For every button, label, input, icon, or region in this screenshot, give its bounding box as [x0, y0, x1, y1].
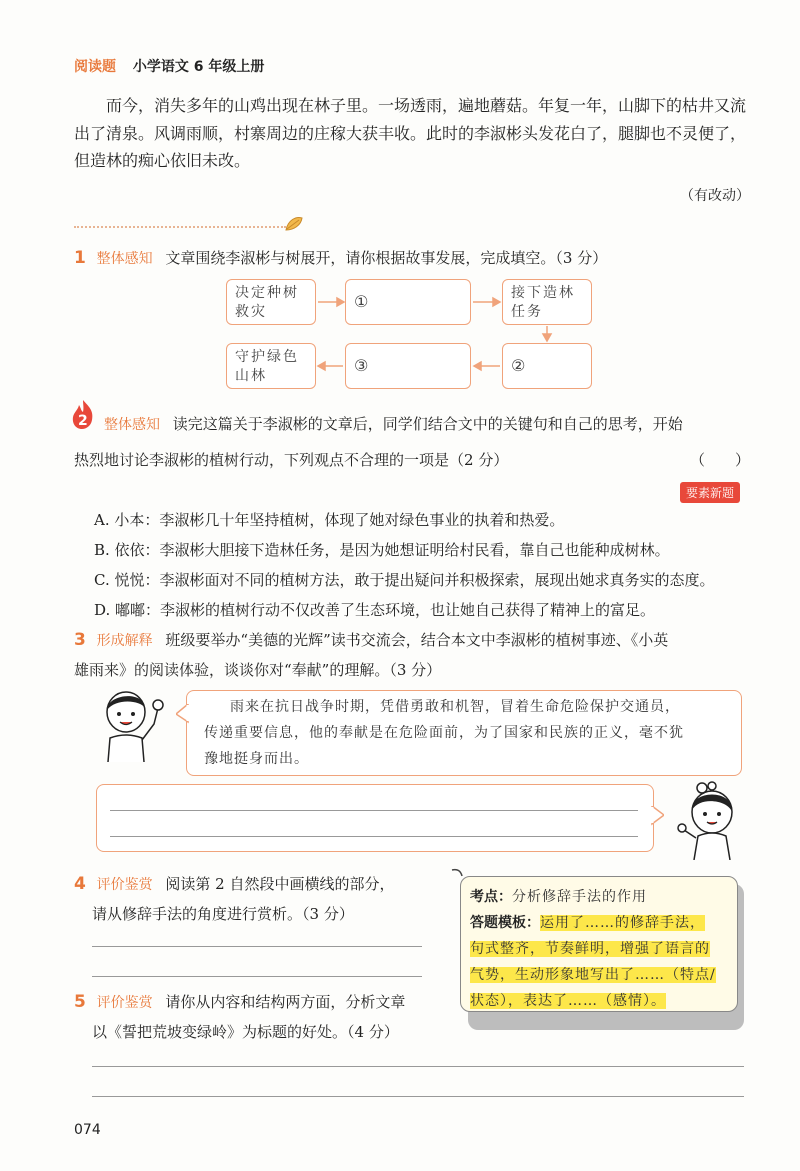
bubble-tail-right	[650, 806, 664, 826]
flow-box-task: 接下造林任务	[502, 279, 592, 325]
answer-line-3a[interactable]	[110, 810, 638, 811]
question-3: 3 形成解释 班级要举办“美德的光辉”读书交流会，结合本文中李淑彬的植树事迹、《小英	[74, 630, 669, 650]
flow-blank-1: ①	[345, 279, 471, 325]
passage-paragraph: 而今，消失多年的山鸡出现在林子里。一场透雨，遍地蘑菇。年复一年，山脚下的枯井又流出了清泉。风调雨顺，村寨周边的庄稼大获丰收。此时的李淑彬头发花白了，腿脚也不灵便了，	[74, 96, 747, 143]
question-4-text-line2: 请从修辞手法的角度进行赏析。（3 分）	[92, 905, 354, 923]
answer-line-4b[interactable]	[92, 976, 422, 977]
question-5-text-line1: 请你从内容和结构两方面，分析文章	[165, 993, 406, 1011]
girl-illustration	[672, 780, 748, 860]
question-2-text-line2: 热烈地讨论李淑彬的植树行动，下列观点不合理的一项是（2 分）	[74, 451, 509, 469]
tip-template-line4: 状态），表达了……（感情）。	[470, 993, 666, 1009]
bubble-line-1: 雨来在抗日战争时期，凭借勇敢和机智，冒着生命危险保护交通员，	[230, 699, 680, 715]
question-5-text-line2: 以《誓把荒坡变绿岭》为标题的好处。（4 分）	[92, 1023, 399, 1041]
question-2-tag: 整体感知	[104, 417, 160, 433]
answer-line-5b[interactable]	[92, 1096, 744, 1097]
question-3-tag: 形成解释	[96, 633, 153, 649]
tip-template-line3: 气势，生动形象地写出了……（特点/	[470, 967, 716, 983]
option-a: A. 小本：李淑彬几十年坚持植树，体现了她对绿色事业的执着和热爱。	[94, 511, 565, 529]
question-1-text: 文章围绕李淑彬与树展开，请你根据故事发展，完成填空。（3 分）	[165, 249, 608, 267]
answer-line-3b[interactable]	[110, 836, 638, 837]
bubble-line-3: 豫地挺身而出。	[204, 751, 309, 767]
new-item-badge: 要素新题	[680, 482, 740, 503]
flow-box-guard: 守护绿色山林	[226, 343, 316, 389]
answer-line-4a[interactable]	[92, 946, 422, 947]
book-title: 小学语文 6 年级上册	[132, 59, 265, 75]
flow-blank-2: ②	[502, 343, 592, 389]
bubble-tail	[176, 704, 190, 724]
svg-text:2: 2	[78, 413, 88, 429]
passage-paragraph-end: 但造林的痴心依旧未改。	[74, 151, 251, 170]
question-1: 1 整体感知 文章围绕李淑彬与树展开，请你根据故事发展，完成填空。（3 分）	[74, 248, 608, 268]
question-4: 4 评价鉴赏 阅读第 2 自然段中画横线的部分，	[74, 874, 395, 894]
question-4-text-line1: 阅读第 2 自然段中画横线的部分，	[165, 875, 395, 893]
tip-point-label: 考点：	[470, 889, 512, 905]
flow-blank-3: ③	[345, 343, 471, 389]
question-3-text-line2: 雄雨来》的阅读体验，谈谈你对“奉献”的理解。（3 分）	[74, 661, 442, 679]
source-note: （有改动）	[680, 188, 750, 204]
question-5: 5 评价鉴赏 请你从内容和结构两方面，分析文章	[74, 992, 406, 1012]
answer-bracket[interactable]: （ ）	[690, 451, 751, 469]
tip-point-text: 分析修辞手法的作用	[512, 889, 647, 905]
tip-template-line2: 句式整齐，节奏鲜明，增强了语言的	[470, 941, 710, 957]
tip-content	[470, 884, 734, 1014]
option-c: C. 悦悦：李淑彬面对不同的植树方法，敢于提出疑问并积极探索，展现出她求真务实的态度。	[94, 571, 715, 589]
option-b: B. 依依：李淑彬大胆接下造林任务，是因为她想证明给村民看，靠自己也能种成树林。	[94, 541, 670, 559]
question-2-text-line1: 读完这篇关于李淑彬的文章后，同学们结合文中的关键句和自己的思考，开始	[172, 415, 683, 433]
flow-arrows	[0, 0, 800, 420]
boy-illustration	[96, 688, 176, 762]
flow-box-decide: 决定种树救灾	[226, 279, 316, 325]
flame-icon	[70, 398, 96, 430]
question-1-tag: 整体感知	[96, 251, 153, 267]
answer-speech-bubble[interactable]	[96, 784, 654, 852]
answer-line-5a[interactable]	[92, 1066, 744, 1067]
section-tag: 阅读题	[74, 59, 116, 75]
question-4-tag: 评价鉴赏	[96, 877, 153, 893]
tip-template-label: 答题模板：	[470, 915, 540, 931]
tip-template-line1: 运用了……的修辞手法，	[540, 915, 705, 931]
option-d: D. 嘟嘟：李淑彬的植树行动不仅改善了生态环境，也让她自己获得了精神上的富足。	[94, 601, 656, 619]
question-2	[98, 410, 758, 439]
bubble-line-2: 传递重要信息，他的奉献是在危险面前，为了国家和民族的正义，毫不犹	[204, 725, 684, 741]
question-3-text-line1: 班级要举办“美德的光辉”读书交流会，结合本文中李淑彬的植树事迹、《小英	[165, 631, 669, 649]
page-number: 074	[74, 1122, 101, 1138]
pin-icon	[448, 866, 470, 888]
question-5-tag: 评价鉴赏	[96, 995, 153, 1011]
